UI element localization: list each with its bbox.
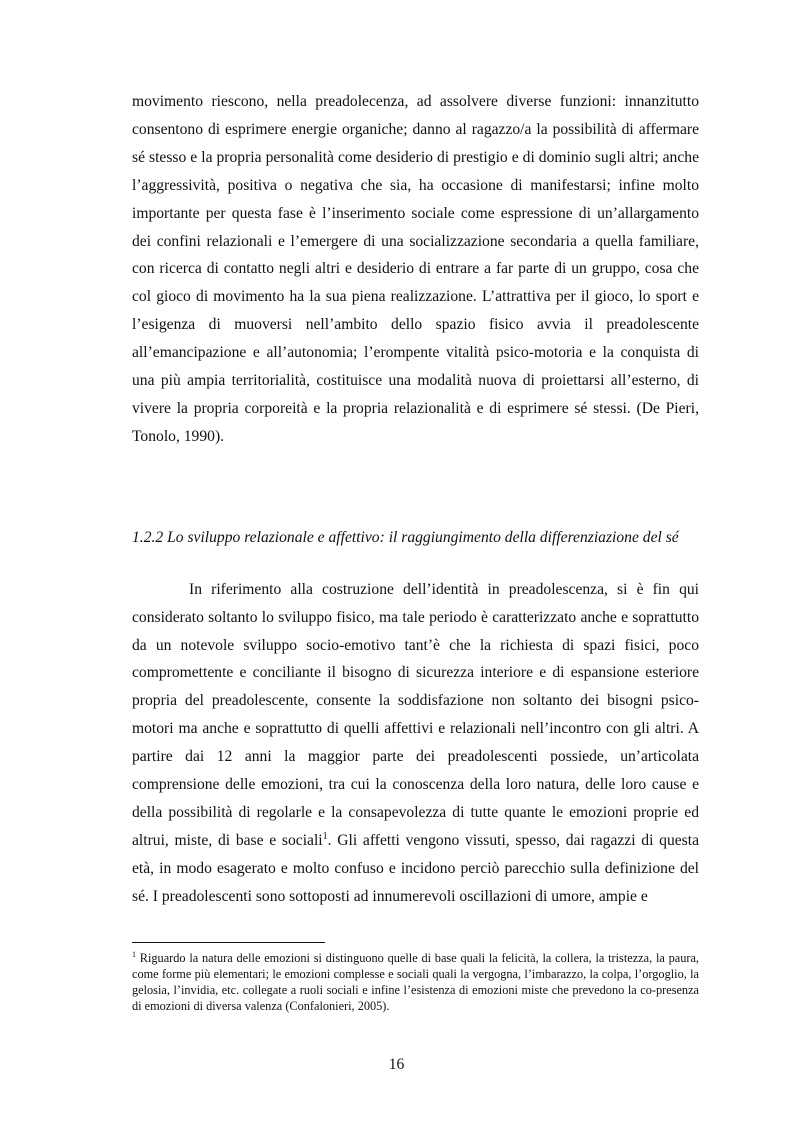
spacer — [132, 451, 699, 524]
spacer — [132, 552, 699, 576]
paragraph-text: . Gli affetti vengono vissuti, spesso, dai ragazzi di questa età, in modo esagerato e molto confuso e incidono perciò parecchio sulla definizione del sé. I preadolescenti sono sottoposti ad innumerevoli oscillazioni di umore, ampie e — [132, 831, 700, 905]
paragraph-text: In riferimento alla costruzione dell’identità in preadolescenza, si è fin qui considerato soltanto lo sviluppo fisico, ma tale periodo è caratterizzato anche e soprattutto da un notevole sviluppo socio-emotivo tant’è che la richiesta di spazi fisici, poco compromettente e conciliante il bisogno di sicurezza interiore e di espansione esteriore propria del preadolescente, consente la soddisfazione non soltanto dei bisogni psico-motori ma anche e soprattutto di quelli affettivi e relazionali nell’incontro con gli altri. A partire dai 12 anni la maggior parte dei preadolescenti possiede, un’articolata comprensione delle emozioni, tra cui la conoscenza della loro natura, delle loro cause e della possibilità di regolarle e la consapevolezza di tutte quante le emozioni proprie ed altrui, miste, di base e sociali — [132, 580, 699, 849]
section-heading: 1.2.2 Lo sviluppo relazionale e affettivo: il raggiungimento della differenziazione del sé — [132, 528, 679, 546]
footnote-separator — [132, 942, 325, 943]
body-paragraph — [132, 576, 699, 911]
page-number: 16 — [388, 1056, 405, 1073]
footnote-reference: 1 — [322, 830, 328, 842]
page-body — [132, 88, 699, 911]
footnote-marker: 1 — [132, 949, 136, 959]
body-paragraph: movimento riescono, nella preadolecenza, ad assolvere diverse funzioni: innanzitutto consentono di esprimere energie organiche; danno al ragazzo/a la possibilità di affermare sé stesso e la propria personalità come desiderio di prestigio e di dominio sugli altri; anche l’aggressività, positiva o negativa che sia, ha occasione di manifestarsi; infine molto importante per questa fase è l’inserimento sociale come espressione di un’allargamento dei confini relazionali e l’emergere di una socializzazione secondaria a quella familiare, con ricerca di contatto negli altri e desiderio di entrare a far parte di un gruppo, cosa che col gioco di movimento ha la sua piena realizzazione. L’attrattiva per il gioco, lo sport e l’esigenza di muoversi nell’ambito dello spazio fisico avvia il preadolescente all’emancipazione e all’autonomia; l’erompente vitalità psico-motoria e la conquista di una più ampia territorialità, costituisce una modalità nuova di proiettarsi all’esterno, di vivere la propria corporeità e la propria relazionalità e di esprimere sé stessi. (De Pieri, Tonolo, 1990). — [132, 93, 699, 445]
footnote-text: Riguardo la natura delle emozioni si distinguono quelle di base quali la felicità, la collera, la tristezza, la paura, come forme più elementari; le emozioni complesse e sociali quali la vergogna, l’imbarazzo, la colpa, l’orgoglio, la gelosia, l’invidia, etc. collegate a ruoli sociali e infine l’esistenza di emozioni miste che prevedono la co-presenza di emozioni di diversa valenza (Confalonieri, 2005). — [132, 951, 699, 1013]
footnote — [132, 950, 699, 1014]
